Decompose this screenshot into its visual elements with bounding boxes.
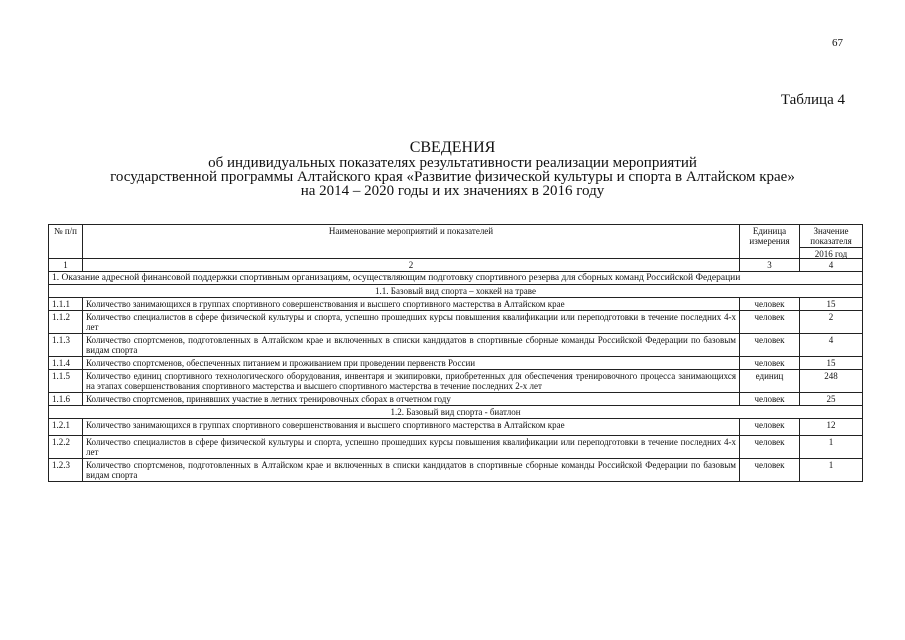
- row-value: 2: [800, 311, 863, 334]
- row-indicator-name: Количество спортсменов, подготовленных в Алтайском крае и включенных в списки кандидатов в спортивные сборные команды Российской Федерации по базовым видам спорта: [83, 334, 740, 357]
- header-name: Наименование мероприятий и показателей: [83, 225, 740, 259]
- column-number: 1: [49, 259, 83, 272]
- table-row: [49, 459, 863, 482]
- row-number: 1.1.5: [49, 370, 83, 393]
- row-unit: человек: [740, 334, 800, 357]
- row-indicator-name: Количество единиц спортивного технологического оборудования, инвентаря и экипировки, приобретенных для обеспечения тренировочного процесса занимающихся на этапах совершенствования спортивного мастерства и высшего спортивного мастерства в течение последних 2-х лет: [83, 370, 740, 393]
- subsection-title: 1.1. Базовый вид спорта – хоккей на траве: [49, 285, 863, 298]
- row-indicator-name: Количество спортсменов, принявших участие в летних тренировочных сборах в отчетном году: [83, 393, 740, 406]
- header-value: [800, 225, 863, 259]
- table-row: [49, 334, 863, 357]
- row-unit: человек: [740, 311, 800, 334]
- subsection-title: 1.2. Базовый вид спорта - биатлон: [49, 406, 863, 419]
- row-number: 1.1.3: [49, 334, 83, 357]
- row-value: 15: [800, 357, 863, 370]
- row-indicator-name: Количество занимающихся в группах спортивного совершенствования и высшего спортивного мастерства в Алтайском крае: [83, 419, 740, 436]
- table-row: [49, 393, 863, 406]
- row-number: 1.1.6: [49, 393, 83, 406]
- row-unit: человек: [740, 419, 800, 436]
- heading-title: СВЕДЕНИЯ: [409, 139, 496, 156]
- heading-line-1: об индивидуальных показателях результативности реализации мероприятий: [208, 155, 697, 171]
- heading-line-2: государственной программы Алтайского края «Развитие физической культуры и спорта в Алтайском крае»: [110, 169, 795, 185]
- table-row: [49, 311, 863, 334]
- table-header-row: [49, 225, 863, 259]
- page-number: 67: [832, 37, 843, 49]
- section-row: [49, 272, 863, 285]
- column-number: 2: [83, 259, 740, 272]
- row-unit: человек: [740, 357, 800, 370]
- row-value: 1: [800, 436, 863, 459]
- header-year: 2016 год: [800, 247, 862, 259]
- row-number: 1.1.2: [49, 311, 83, 334]
- row-value: 12: [800, 419, 863, 436]
- row-number: 1.2.3: [49, 459, 83, 482]
- table-row: [49, 298, 863, 311]
- subsection-row: [49, 285, 863, 298]
- row-unit: человек: [740, 459, 800, 482]
- row-value: 248: [800, 370, 863, 393]
- row-unit: человек: [740, 393, 800, 406]
- row-unit: человек: [740, 298, 800, 311]
- indicators-table: [48, 224, 863, 482]
- row-indicator-name: Количество специалистов в сфере физической культуры и спорта, успешно прошедших курсы повышения квалификации или переподготовки в течение последних 4-х лет: [83, 311, 740, 334]
- row-value: 25: [800, 393, 863, 406]
- row-unit: единиц: [740, 370, 800, 393]
- row-value: 1: [800, 459, 863, 482]
- section-title: 1. Оказание адресной финансовой поддержки спортивным организациям, осуществляющим подготовку спортивного резерва для сборных команд Российской Федерации: [49, 272, 863, 285]
- row-number: 1.2.1: [49, 419, 83, 436]
- header-num: № п/п: [49, 225, 83, 259]
- row-unit: человек: [740, 436, 800, 459]
- column-number: 4: [800, 259, 863, 272]
- table-row: [49, 419, 863, 436]
- row-number: 1.1.4: [49, 357, 83, 370]
- row-indicator-name: Количество специалистов в сфере физической культуры и спорта, успешно прошедших курсы повышения квалификации или переподготовки в течение последних 4-х лет: [83, 436, 740, 459]
- column-number-row: [49, 259, 863, 272]
- document-heading: [0, 140, 905, 198]
- row-indicator-name: Количество спортсменов, подготовленных в Алтайском крае и включенных в списки кандидатов в спортивные сборные команды Российской Федерации по базовым видам спорта: [83, 459, 740, 482]
- row-value: 15: [800, 298, 863, 311]
- row-value: 4: [800, 334, 863, 357]
- heading-line-3: на 2014 – 2020 годы и их значениях в 2016 году: [300, 183, 605, 199]
- row-indicator-name: Количество занимающихся в группах спортивного совершенствования и высшего спортивного мастерства в Алтайском крае: [83, 298, 740, 311]
- table-row: [49, 436, 863, 459]
- row-indicator-name: Количество спортсменов, обеспеченных питанием и проживанием при проведении первенств России: [83, 357, 740, 370]
- header-value-label: Значение показателя: [810, 226, 852, 246]
- row-number: 1.2.2: [49, 436, 83, 459]
- row-number: 1.1.1: [49, 298, 83, 311]
- column-number: 3: [740, 259, 800, 272]
- table-label: Таблица 4: [780, 92, 845, 108]
- subsection-row: [49, 406, 863, 419]
- table-row: [49, 370, 863, 393]
- table-row: [49, 357, 863, 370]
- header-unit: Единица измерения: [740, 225, 800, 259]
